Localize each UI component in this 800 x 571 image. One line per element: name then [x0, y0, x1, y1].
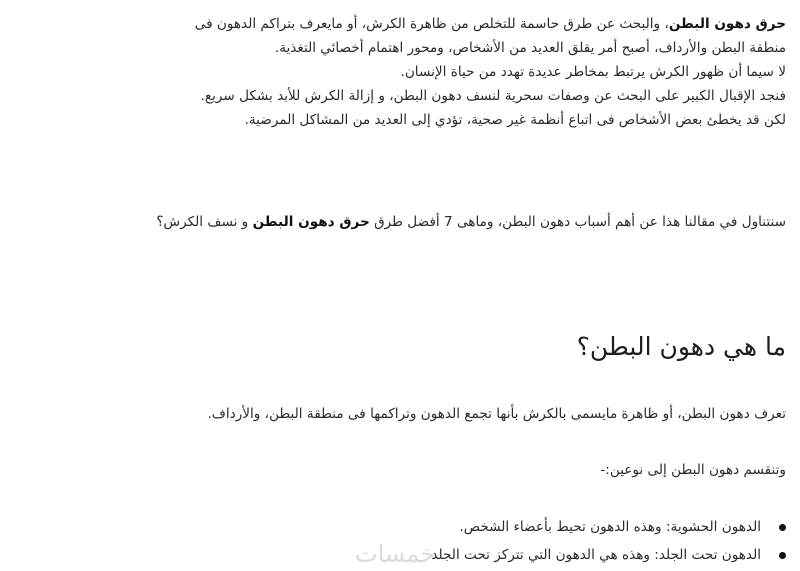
- bullet-text-2: الدهون تحت الجلد: وهذه هي الدهون التي تتركز تحت الجلد: [431, 547, 761, 563]
- types-intro: وتنقسم دهون البطن إلى نوعين:-: [600, 462, 786, 478]
- intro-line-5: لكن قد يخطئ بعض الأشخاص فى اتباع أنظمة غير صحية، تؤدي إلى العديد من المشاكل المرضية.: [244, 112, 786, 128]
- bullet-item-1: [459, 517, 786, 537]
- watermark-logo: خمسات: [355, 540, 436, 568]
- intro-line-1: [195, 14, 786, 34]
- definition-paragraph: تعرف دهون البطن، أو ظاهرة مايسمى بالكرش بأنها تجمع الدهون وتراكمها فى منطقة البطن، والأرداف.: [207, 406, 786, 422]
- section-heading: ما هي دهون البطن؟: [576, 332, 786, 361]
- intro-line-1-text: ، والبحث عن طرق حاسمة للتخلص من ظاهرة الكرش، أو مايعرف بتراكم الدهون فى: [194, 16, 669, 32]
- toc-keyword: حرق دهون البطن: [252, 214, 370, 230]
- intro-keyword: حرق دهون البطن: [668, 16, 786, 32]
- bullet-dot: [779, 552, 786, 559]
- toc-line-before: سنتناول في مقالنا هذا عن أهم أسباب دهون البطن، وماهى 7 أفضل طرق: [374, 214, 786, 230]
- bullet-item-2: [431, 545, 786, 565]
- bullet-dot: [779, 524, 786, 531]
- toc-line-after: و نسف الكرش؟: [156, 214, 249, 230]
- toc-line: [156, 212, 786, 232]
- bullet-text-1: الدهون الحشوية: وهذه الدهون تحيط بأعضاء الشخص.: [459, 519, 761, 535]
- intro-line-3: لا سيما أن ظهور الكرش يرتبط بمخاطر عديدة تهدد من حياة الإنسان.: [400, 64, 786, 80]
- intro-line-2: منطقة البطن والأرداف، أصبح أمر يقلق العديد من الأشخاص، ومحور اهتمام أخصائي التغذية.: [274, 40, 786, 56]
- intro-line-4: فنجد الإقبال الكبير على البحث عن وصفات سحرية لنسف دهون البطن، و إزالة الكرش للأبد بشكل سريع.: [200, 88, 786, 104]
